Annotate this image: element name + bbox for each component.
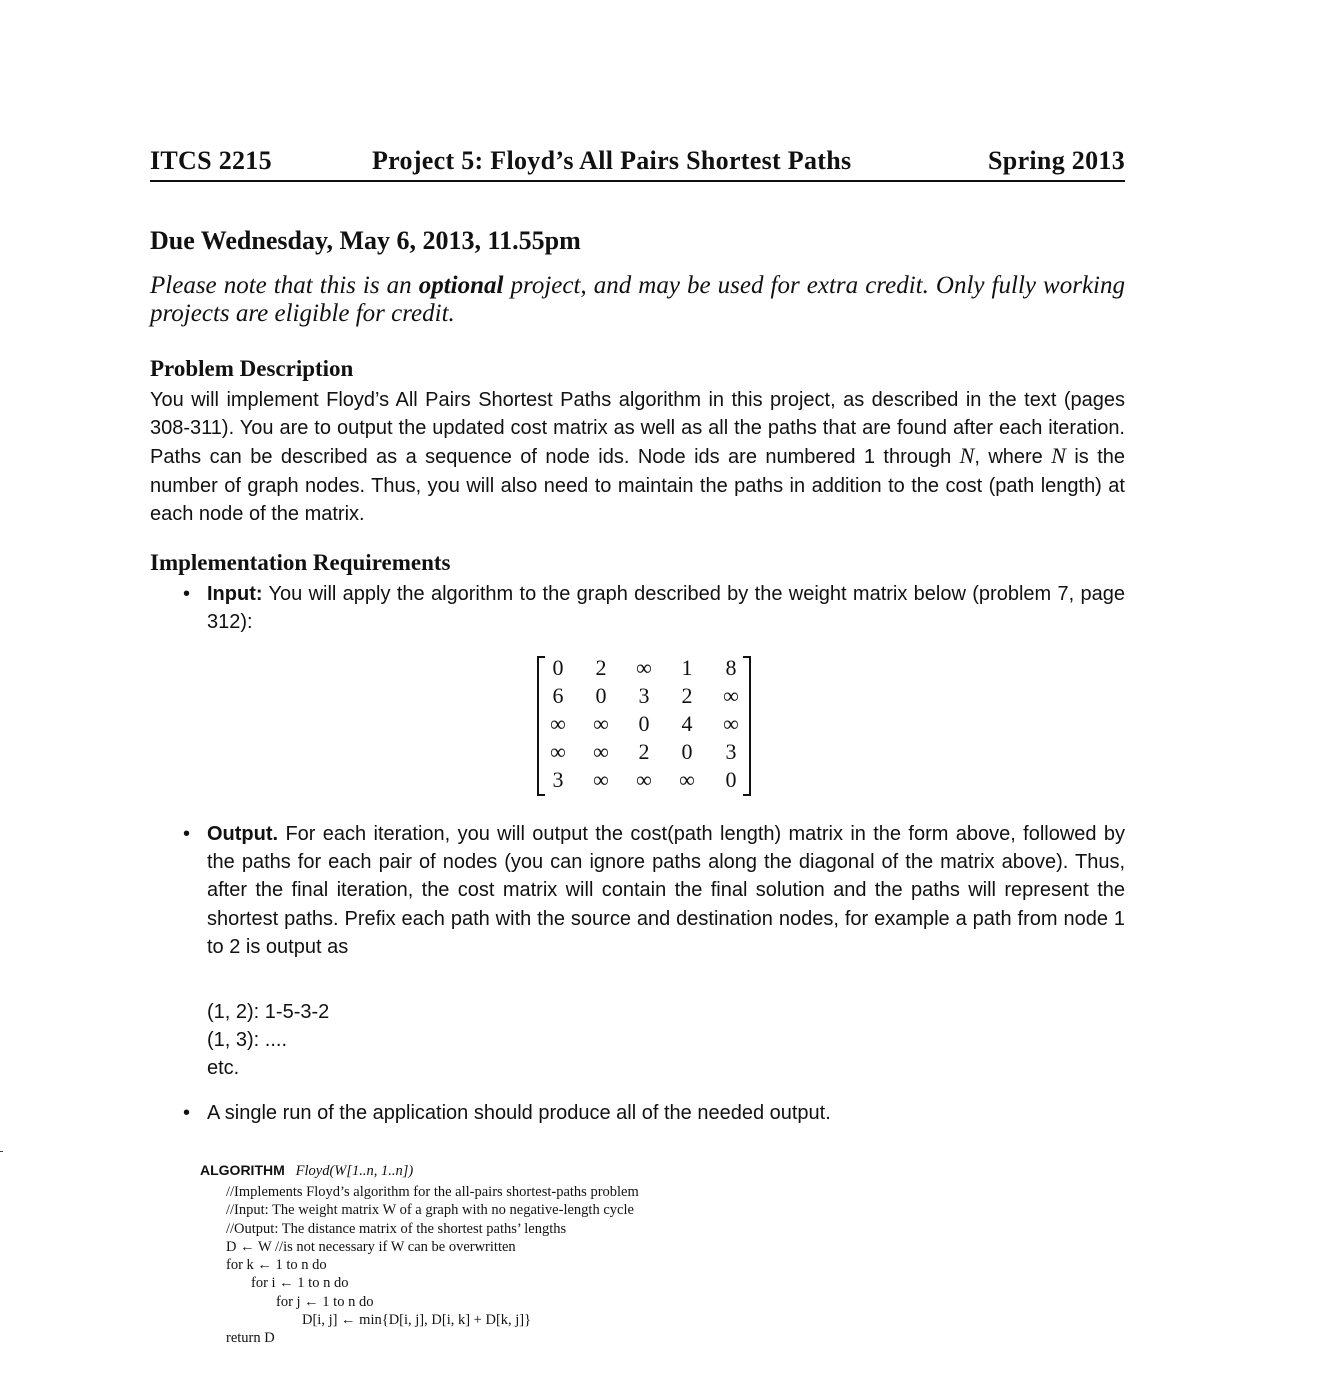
weight-matrix (537, 656, 751, 794)
problem-text-3: is the number of graph nodes. Thus, you will also need to maintain the paths in addition to the cost (path length) at each node of the matrix. (150, 446, 1125, 525)
page-header (150, 146, 1125, 182)
note-before: Please note that this is an (150, 272, 419, 299)
matrix-cell: ∞ (723, 711, 739, 736)
matrix-cell: 2 (595, 655, 607, 680)
problem-text-2: , where (974, 446, 1052, 469)
var-n: N (959, 443, 975, 469)
matrix-cell: ∞ (636, 767, 652, 792)
single-run-text: A single run of the application should produce all of the needed output. (207, 1102, 831, 1124)
bullet-dot: • (183, 1102, 191, 1124)
optional-note (150, 272, 1125, 328)
matrix-cell: 2 (681, 683, 693, 708)
bullet-dot: • (183, 823, 191, 845)
input-bullet (183, 580, 1125, 636)
matrix-cell: 8 (725, 655, 737, 680)
matrix-cell: ∞ (593, 767, 609, 792)
matrix-cell: 3 (552, 767, 564, 792)
path-examples (207, 998, 329, 1083)
output-label: Output. (207, 823, 279, 845)
algorithm-loop-i: for i ← 1 to n do (251, 1275, 349, 1291)
algorithm-return: return D (226, 1330, 275, 1346)
note-after: project, and may be used for extra credit. Only fully working projects are eligible for credit. (150, 272, 1125, 327)
algorithm-comment: //Input: The weight matrix W of a graph with no negative-length cycle (226, 1202, 634, 1218)
course-code: ITCS 2215 (150, 146, 272, 175)
input-text: You will apply the algorithm to the graph described by the weight matrix below (problem 7, page 312): (207, 583, 1125, 634)
algorithm-comment: //Output: The distance matrix of the shortest paths’ lengths (226, 1221, 567, 1237)
matrix-cell: 4 (681, 711, 693, 736)
matrix-cell: 0 (552, 655, 564, 680)
matrix-cell: ∞ (636, 655, 652, 680)
problem-heading: Problem Description (150, 356, 354, 381)
matrix-cell: 6 (552, 683, 564, 708)
algorithm-signature: Floyd(W[1..n, 1..n]) (295, 1163, 414, 1179)
due-date: Due Wednesday, May 6, 2013, 11.55pm (150, 226, 581, 255)
path-example: (1, 2): 1-5-3-2 (207, 1001, 330, 1023)
matrix-cell: 1 (681, 655, 693, 680)
matrix-cell: ∞ (593, 711, 609, 736)
path-example: etc. (207, 1057, 240, 1080)
matrix-cell: ∞ (679, 767, 695, 792)
matrix-cell: ∞ (550, 711, 566, 736)
matrix-cell: 0 (725, 767, 737, 792)
matrix-cell: 0 (638, 711, 650, 736)
scan-mark (0, 1151, 3, 1152)
algorithm-init: D ← W //is not necessary if W can be overwritten (226, 1239, 516, 1255)
matrix-cell: ∞ (723, 683, 739, 708)
algorithm-update: D[i, j] ← min{D[i, j], D[i, k] + D[k, j]} (302, 1312, 532, 1328)
var-n-2: N (1051, 443, 1066, 469)
matrix-cell: 3 (725, 739, 737, 764)
problem-text-1: You will implement Floyd’s All Pairs Shortest Paths algorithm in this project, as described in the text (pages 308-311). You are to output the updated cost matrix as well as all the paths that are found after each iteration. Paths can be described as a sequence of node ids. Node ids are numbered 1 through (150, 389, 1125, 469)
matrix-cell: 0 (595, 683, 607, 708)
project-title: Project 5: Floyd’s All Pairs Shortest Paths (372, 146, 852, 175)
matrix-cell: 3 (638, 683, 650, 708)
algorithm-loop-j: for j ← 1 to n do (276, 1294, 374, 1310)
matrix-cell: ∞ (593, 739, 609, 764)
note-emphasis: optional (418, 272, 504, 299)
implementation-heading: Implementation Requirements (150, 550, 451, 575)
algorithm-loop-k: for k ← 1 to n do (226, 1257, 327, 1273)
output-text: For each iteration, you will output the cost(path length) matrix in the form above, followed by the paths for each pair of nodes (you can ignore paths along the diagonal of the matrix above). Thus, after the final iteration, the cost matrix will contain the final solution and the paths will represent the shortest paths. Prefix each path with the source and destination nodes, for example a path from node 1 to 2 is output as (207, 823, 1125, 958)
algorithm-signature-line (200, 1162, 413, 1180)
matrix-cell: ∞ (550, 739, 566, 764)
input-label: Input: (207, 583, 263, 605)
matrix-cell: 0 (681, 739, 693, 764)
single-run-bullet (183, 1099, 1125, 1127)
algorithm-comment: //Implements Floyd’s algorithm for the all-pairs shortest-paths problem (226, 1184, 639, 1200)
matrix-cell: 2 (638, 739, 650, 764)
path-example: (1, 3): .... (207, 1029, 288, 1052)
bullet-dot: • (183, 583, 191, 605)
output-bullet (183, 820, 1125, 961)
algorithm-keyword: ALGORITHM (200, 1162, 285, 1178)
term: Spring 2013 (988, 146, 1125, 175)
problem-paragraph (150, 386, 1125, 528)
